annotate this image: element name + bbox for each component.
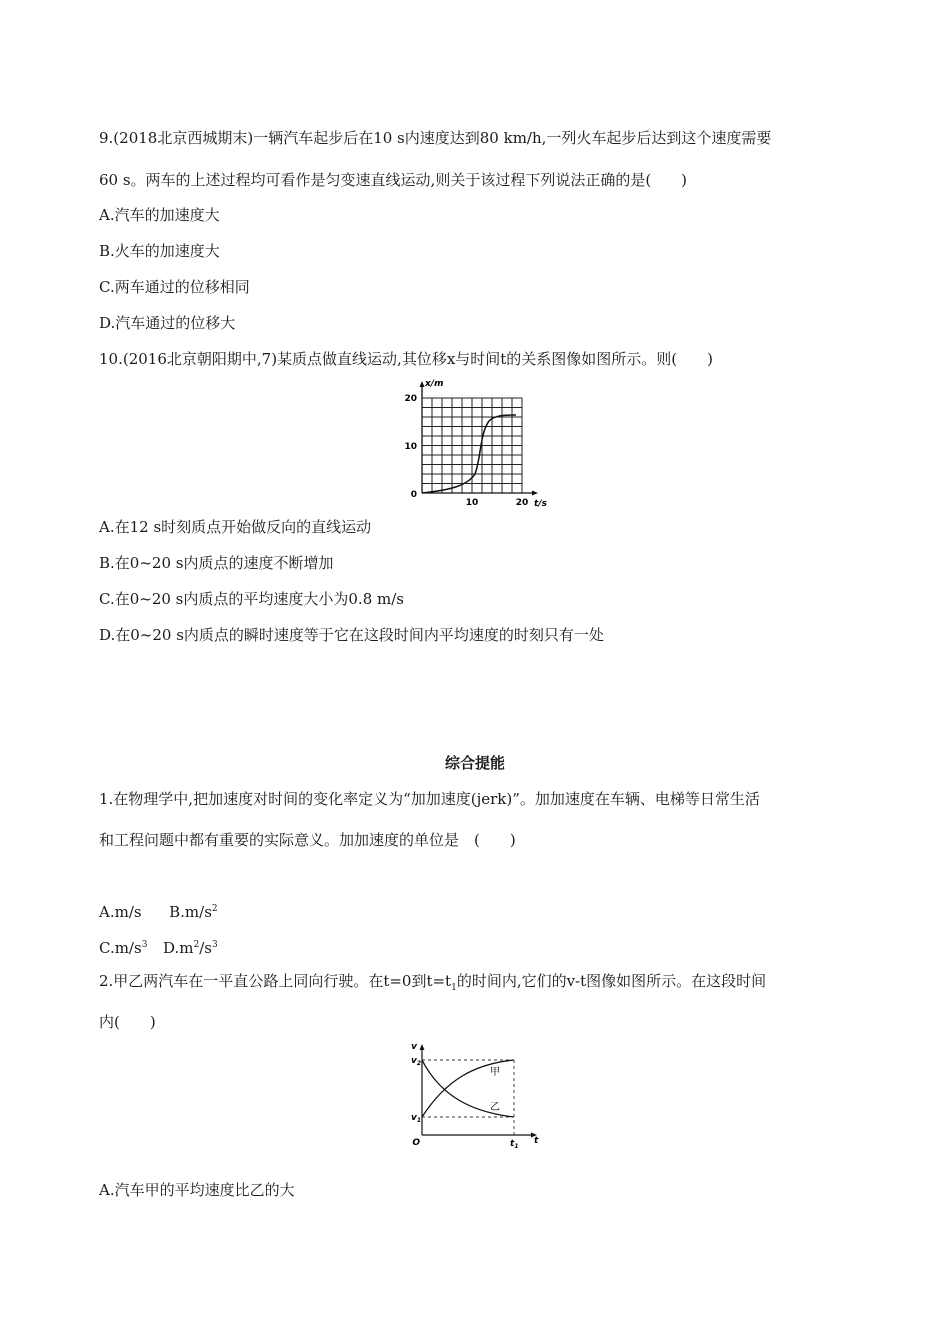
q10-option-c: C.在0~20 s内质点的平均速度大小为0.8 m/s — [99, 590, 404, 608]
c1-stem-line2: 和工程问题中都有重要的实际意义。加加速度的单位是 ( ) — [99, 831, 516, 849]
q10-option-a: A.在12 s时刻质点开始做反向的直线运动 — [99, 518, 372, 536]
section-title: 综合提能 — [444, 754, 505, 772]
c2-curve-jia — [422, 1060, 514, 1117]
c2-vt-graph — [408, 1040, 548, 1152]
q9-option-c: C.两车通过的位移相同 — [99, 278, 250, 296]
q10-x-axis-label: t/s — [534, 499, 547, 509]
c2-y-axis-label: v — [411, 1042, 417, 1052]
q10-grid — [422, 398, 522, 493]
c2-label-yi: 乙 — [490, 1102, 500, 1113]
q10-y-tick-0: 0 — [410, 490, 417, 500]
q10-x-tick-20: 20 — [515, 498, 529, 508]
c1-option-c: $C.m/s^3$ — [99, 939, 148, 957]
q9-stem-line1: 9.(2018北京西城期末)一辆汽车起步后在10 s内速度达到80 km/h,一列火车起步后达到这个速度需要 — [99, 129, 772, 147]
c1-stem-line1: 1.在物理学中,把加速度对时间的变化率定义为“加加速度(jerk)”。加加速度在车辆、电梯等日常生活 — [99, 790, 760, 808]
q9-option-a: A.汽车的加速度大 — [99, 206, 220, 224]
c2-curve-yi — [422, 1060, 514, 1117]
c2-guide-lines — [422, 1060, 514, 1135]
q10-xt-graph — [395, 378, 555, 510]
q10-option-d: D.在0~20 s内质点的瞬时速度等于它在这段时间内平均速度的时刻只有一处 — [99, 626, 604, 644]
c2-axes — [420, 1044, 538, 1138]
c2-v1-label: $v_1$ — [411, 1113, 422, 1124]
q10-option-b: B.在0~20 s内质点的速度不断增加 — [99, 554, 334, 572]
q9-stem-line2: 60 s。两车的上述过程均可看作是匀变速直线运动,则关于该过程下列说法正确的是( ) — [99, 171, 688, 189]
c2-option-a: A.汽车甲的平均速度比乙的大 — [99, 1181, 295, 1199]
c1-options-cd — [99, 935, 218, 958]
c1-option-a: A.m/s — [99, 903, 142, 921]
q10-y-tick-20: 20 — [404, 394, 417, 404]
c2-t1-label: $t_1$ — [510, 1139, 519, 1150]
c2-v2-label: $v_2$ — [411, 1056, 422, 1067]
c2-stem-line1: 2.甲乙两汽车在一平直公路上同向行驶。在t=0到$t=t_1$的时间内,它们的v-t图像如图所示。在这段时间 — [99, 972, 767, 993]
c1-option-d: $D.m^2/s^3$ — [162, 939, 218, 957]
q9-option-b: B.火车的加速度大 — [99, 242, 220, 260]
q10-y-tick-10: 10 — [404, 442, 417, 452]
q9-option-d: D.汽车通过的位移大 — [99, 314, 236, 332]
c2-origin-label: O — [412, 1138, 420, 1148]
q10-y-axis-label: x/m — [425, 379, 444, 389]
c2-x-axis-label: t — [534, 1136, 539, 1146]
c2-stem-line2: 内( ) — [99, 1013, 156, 1031]
c1-options-ab — [99, 899, 218, 922]
q10-stem: 10.(2016北京朝阳期中,7)某质点做直线运动,其位移x与时间t的关系图像如图所示。则( ) — [99, 350, 714, 368]
c2-label-jia: 甲 — [490, 1067, 500, 1078]
q10-x-tick-10: 10 — [465, 498, 479, 508]
c1-option-b: $B.m/s^2$ — [169, 903, 218, 921]
